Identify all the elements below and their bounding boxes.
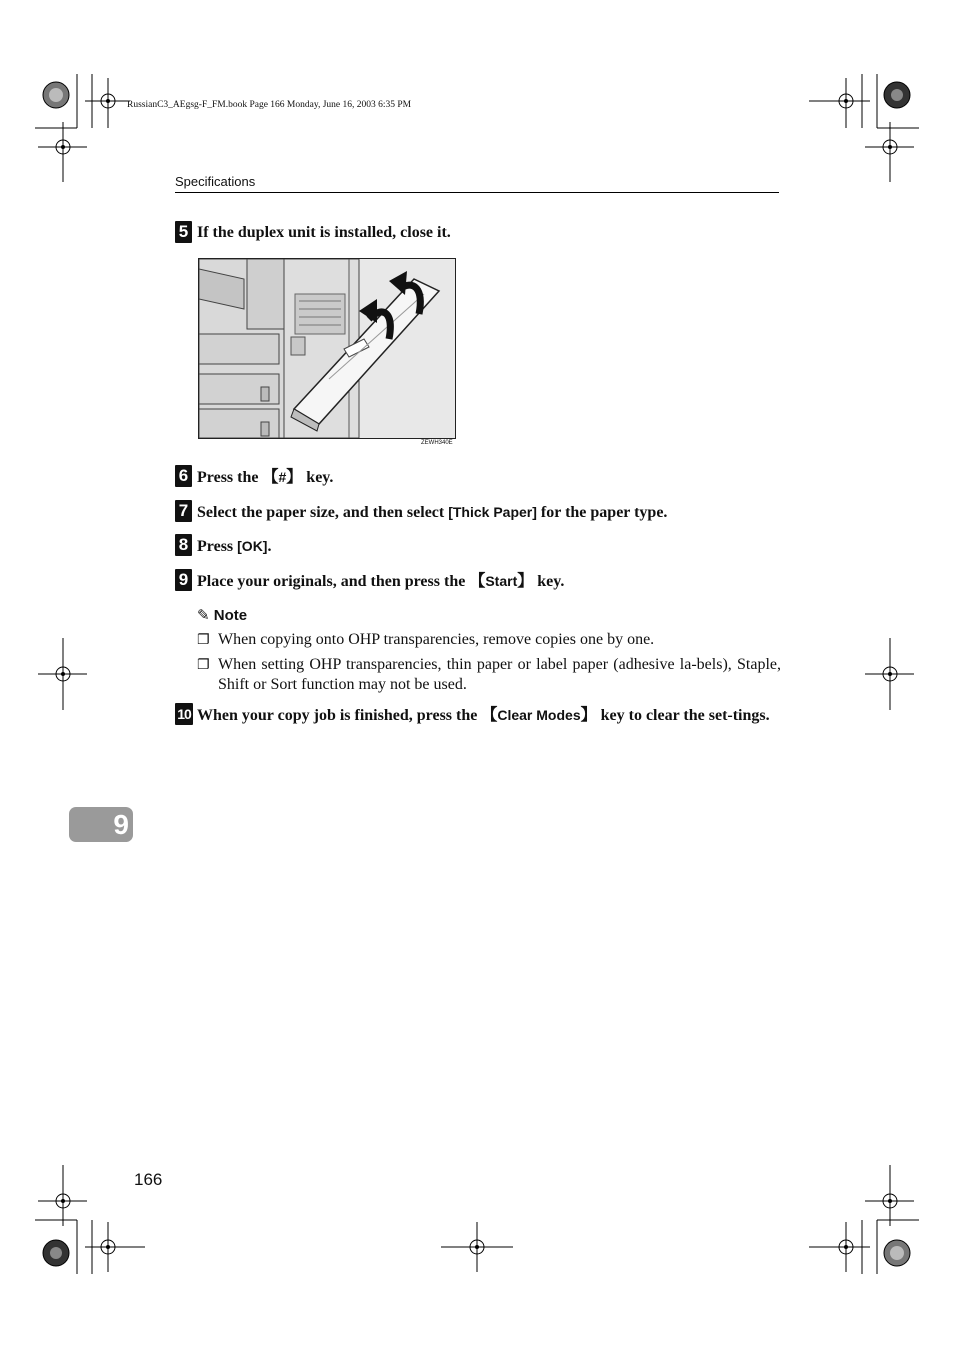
figure-code: ZEWH340E [421,440,453,446]
chapter-tab: 9 [69,807,133,842]
step-text: Select the paper size, and then select [Thick Paper] for the paper type. [197,504,668,521]
ui-thick-paper: [Thick Paper] [448,504,537,520]
step-number: 10 [175,703,193,725]
step-text: Press [OK]. [197,538,272,555]
file-info: RussianC3_AEgsg-F_FM.book Page 166 Monday, June 16, 2003 6:35 PM [127,100,412,110]
section-title: Specifications [175,174,256,189]
key-start: Start [485,573,518,589]
key-clear-modes: Clear Modes [497,707,581,723]
step-text: Place your originals, and then press the 【Start】 key. [197,571,565,590]
page-number: 166 [134,1170,163,1189]
step-number: 5 [175,221,192,243]
step-text: If the duplex unit is installed, close it. [197,224,451,241]
step-text: Press the 【#】 key. [197,467,334,486]
step-number: 6 [175,465,192,487]
step-number: 7 [175,500,192,522]
step-number: 9 [175,569,192,591]
header-rule [175,192,779,193]
step-number: 8 [175,534,192,556]
note-heading: ✎ Note [197,606,248,624]
key-hash: # [278,469,287,485]
step-text: When your copy job is finished, press the 【Clear Modes】 key to clear the set-tings. [197,705,770,724]
checkbox-bullet-icon: ❐ [197,632,210,648]
ui-ok: [OK] [237,538,268,554]
duplex-unit-illustration [198,258,456,439]
checkbox-bullet-icon: ❐ [197,657,210,673]
pencil-icon: ✎ [197,606,210,624]
